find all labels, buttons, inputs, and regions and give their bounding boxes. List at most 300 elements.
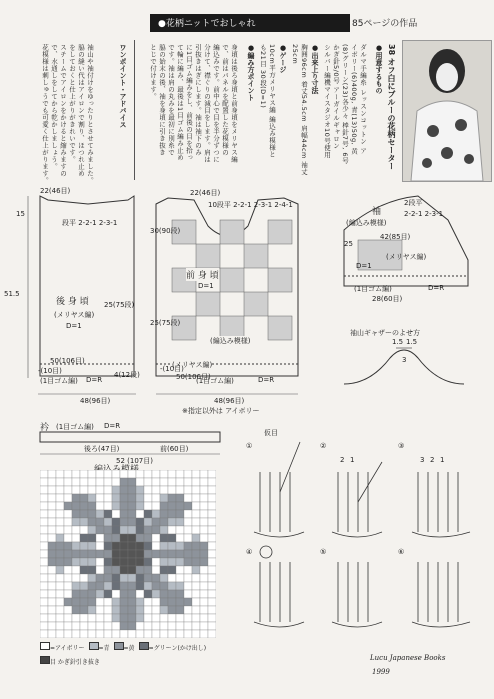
chart-cell	[136, 582, 144, 590]
chart-cell	[168, 526, 176, 534]
method-line: 身頃は後ろ身頃と前身頃をメリヤス編	[230, 44, 238, 163]
chart-cell	[176, 502, 184, 510]
chart-cell	[144, 518, 152, 526]
chart-cell	[128, 470, 136, 478]
chart-cell	[40, 502, 48, 510]
chart-cell	[200, 614, 208, 622]
chart-cell	[192, 558, 200, 566]
chart-cell	[160, 606, 168, 614]
yarn-line: ダルマ手編糸 レッスンコットン ア	[359, 44, 367, 155]
chart-cell	[112, 542, 120, 550]
chart-cell	[72, 502, 80, 510]
chart-cell	[64, 622, 72, 630]
yarn-line: (8)グリーン(23)各少々 棒針7号, 6号	[341, 44, 349, 165]
chart-cell	[136, 478, 144, 486]
chart-cell	[192, 526, 200, 534]
chart-cell	[128, 542, 136, 550]
chart-cell	[104, 622, 112, 630]
chart-cell	[136, 566, 144, 574]
step-illustrations	[240, 432, 490, 642]
front-shoulder-decrease: 10段平 2-2-1 2-3-1 2-4-1	[208, 201, 293, 209]
chart-cell	[104, 502, 112, 510]
chart-cell	[144, 510, 152, 518]
chart-cell	[184, 542, 192, 550]
chart-cell	[136, 542, 144, 550]
chart-cell	[176, 574, 184, 582]
chart-cell	[40, 542, 48, 550]
chart-cell	[176, 630, 184, 638]
chart-cell	[168, 630, 176, 638]
chart-cell	[48, 542, 56, 550]
chart-cell	[104, 582, 112, 590]
chart-cell	[152, 598, 160, 606]
chart-cell	[128, 630, 136, 638]
chart-cell	[120, 550, 128, 558]
chart-cell	[80, 518, 88, 526]
chart-cell	[176, 582, 184, 590]
front-gauge-note: D=1	[198, 282, 214, 290]
chart-cell	[120, 566, 128, 574]
chart-cell	[80, 478, 88, 486]
chart-cell	[152, 542, 160, 550]
chart-cell	[96, 558, 104, 566]
pattern-grid	[40, 470, 216, 638]
chart-cell	[112, 630, 120, 638]
series-header-bar	[150, 14, 350, 32]
chart-cell	[192, 630, 200, 638]
chart-cell	[200, 486, 208, 494]
chart-cell	[152, 470, 160, 478]
chart-cell	[152, 566, 160, 574]
chart-cell	[136, 486, 144, 494]
front-total-width: 48(96目)	[214, 397, 245, 405]
chart-cell	[104, 550, 112, 558]
chart-cell	[176, 598, 184, 606]
chart-cell	[200, 582, 208, 590]
chart-cell	[136, 622, 144, 630]
chart-cell	[184, 630, 192, 638]
chart-cell	[128, 622, 136, 630]
method-line: に1目ゴム編みをし、前後の目を拾っ	[185, 44, 193, 161]
chart-cell	[208, 478, 216, 486]
chart-cell	[56, 622, 64, 630]
chart-cell	[160, 470, 168, 478]
chart-cell	[192, 606, 200, 614]
yarn-line: イボリー(6)400g, 青(13)50g, 黄	[350, 44, 358, 155]
chart-cell	[208, 590, 216, 598]
chart-cell	[40, 558, 48, 566]
chart-cell	[128, 606, 136, 614]
chart-cell	[168, 542, 176, 550]
hook-title: 仮目	[264, 429, 278, 437]
chart-cell	[96, 630, 104, 638]
chart-cell	[208, 606, 216, 614]
chart-cell	[56, 502, 64, 510]
method-line: 分けて、襟ぐりの減目をします。肩は	[203, 44, 211, 163]
back-rib-dim: 4(12段)	[114, 371, 140, 379]
onepoint-line: 袖山や袖付けをゆったりとさせてみました。	[86, 44, 94, 184]
chart-cell	[72, 518, 80, 526]
chart-cell	[104, 574, 112, 582]
chart-cell	[208, 494, 216, 502]
chart-cell	[88, 558, 96, 566]
chart-cell	[64, 502, 72, 510]
chart-cell	[40, 606, 48, 614]
model-photo	[402, 40, 492, 182]
step-label-2: ②	[320, 442, 327, 450]
chart-cell	[72, 622, 80, 630]
chart-cell	[184, 470, 192, 478]
sleeve-width: 42(85目)	[380, 233, 411, 241]
chart-cell	[88, 550, 96, 558]
chart-cell	[152, 534, 160, 542]
chart-cell	[192, 614, 200, 622]
chart-cell	[200, 558, 208, 566]
chart-cell	[64, 566, 72, 574]
chart-cell	[200, 518, 208, 526]
chart-cell	[40, 566, 48, 574]
chart-cell	[96, 518, 104, 526]
chart-cell	[184, 518, 192, 526]
chart-cell	[104, 510, 112, 518]
chart-cell	[64, 598, 72, 606]
chart-cell	[184, 614, 192, 622]
chart-cell	[64, 518, 72, 526]
collar-total: 52 (107目)	[116, 457, 153, 465]
chart-cell	[176, 558, 184, 566]
step-label-1: ①	[246, 442, 253, 450]
chart-cell	[48, 518, 56, 526]
chart-cell	[200, 542, 208, 550]
chart-cell	[176, 622, 184, 630]
chart-cell	[96, 550, 104, 558]
chart-cell	[88, 598, 96, 606]
chart-cell	[112, 534, 120, 542]
front-stitch: (メリヤス編)	[172, 361, 213, 369]
size-line: 25cm	[291, 44, 299, 65]
chart-cell	[48, 550, 56, 558]
chart-cell	[88, 518, 96, 526]
chart-cell	[144, 574, 152, 582]
chart-cell	[72, 614, 80, 622]
chart-cell	[88, 502, 96, 510]
chart-cell	[48, 622, 56, 630]
chart-cell	[184, 486, 192, 494]
chart-cell	[48, 630, 56, 638]
chart-cell	[136, 510, 144, 518]
chart-cell	[80, 550, 88, 558]
step-label-4: ④	[246, 548, 253, 556]
chart-cell	[80, 590, 88, 598]
chart-cell	[104, 606, 112, 614]
chart-cell	[72, 510, 80, 518]
chart-cell	[192, 582, 200, 590]
step-number: 1	[350, 456, 355, 464]
chart-cell	[56, 598, 64, 606]
chart-cell	[176, 550, 184, 558]
chart-cell	[112, 486, 120, 494]
chart-cell	[160, 582, 168, 590]
chart-cell	[48, 590, 56, 598]
chart-cell	[64, 574, 72, 582]
chart-cell	[56, 510, 64, 518]
legend-item-green: =グリーン(かけ出し)	[139, 642, 207, 652]
onepoint-line: スチームでアイロンをかけると縮みますの	[59, 44, 67, 177]
chart-cell	[80, 582, 88, 590]
chart-cell	[128, 598, 136, 606]
chart-cell	[112, 614, 120, 622]
method-line: て輪に編み、最後は1目ゴム編み止め	[176, 44, 184, 161]
chart-cell	[72, 534, 80, 542]
chart-cell	[168, 590, 176, 598]
chart-cell	[176, 478, 184, 486]
chart-cell	[96, 510, 104, 518]
chart-cell	[48, 566, 56, 574]
chart-cell	[176, 470, 184, 478]
chart-cell	[40, 590, 48, 598]
chart-cell	[80, 622, 88, 630]
chart-cell	[168, 550, 176, 558]
chart-cell	[88, 526, 96, 534]
chart-cell	[184, 534, 192, 542]
chart-cell	[160, 510, 168, 518]
front-body-title: 前 身 頃	[186, 268, 219, 281]
chart-cell	[168, 622, 176, 630]
back-rib: (1目ゴム編)	[40, 377, 78, 385]
step-number: 2	[340, 456, 345, 464]
chart-cell	[168, 574, 176, 582]
chart-cell	[184, 574, 192, 582]
collar-stitch: (1目ゴム編)	[56, 423, 94, 431]
chart-cell	[88, 510, 96, 518]
front-pattern-label: (編込み模様)	[210, 337, 251, 345]
chart-cell	[72, 582, 80, 590]
chart-cell	[144, 630, 152, 638]
chart-cell	[120, 486, 128, 494]
chart-cell	[136, 502, 144, 510]
chart-cell	[104, 614, 112, 622]
chart-cell	[128, 526, 136, 534]
chart-cell	[128, 550, 136, 558]
chart-cell	[160, 574, 168, 582]
chart-cell	[80, 542, 88, 550]
chart-cell	[144, 486, 152, 494]
chart-cell	[128, 558, 136, 566]
chart-cell	[120, 534, 128, 542]
chart-cell	[80, 534, 88, 542]
step-number: 1	[440, 456, 445, 464]
chart-cell	[96, 486, 104, 494]
chart-cell	[48, 534, 56, 542]
chart-cell	[160, 542, 168, 550]
legend-item-blue: =青	[89, 642, 110, 652]
chart-cell	[144, 526, 152, 534]
chart-cell	[208, 510, 216, 518]
chart-cell	[40, 574, 48, 582]
chart-cell	[120, 542, 128, 550]
chart-cell	[160, 526, 168, 534]
chart-cell	[72, 574, 80, 582]
chart-cell	[40, 486, 48, 494]
chart-cell	[96, 494, 104, 502]
chart-cell	[80, 630, 88, 638]
sleeve-cap-n3: 3	[402, 356, 407, 364]
step-label-6: ⑥	[398, 548, 405, 556]
chart-cell	[88, 534, 96, 542]
chart-cell	[48, 598, 56, 606]
back-length-dim: 51.5	[4, 290, 20, 298]
sleeve-top: 2段平	[404, 199, 423, 207]
chart-cell	[152, 574, 160, 582]
chart-cell	[48, 574, 56, 582]
collar-back: 後ろ(47目)	[84, 445, 120, 453]
sleeve-cap-decrease: 2-2-1 2-3-1	[404, 210, 444, 218]
chart-cell	[104, 566, 112, 574]
article-title: 38 オフ白にブルーの花柄セーター	[387, 44, 396, 170]
method-line: 引抜きはぎにします。袖は袖下のみ	[194, 44, 202, 156]
chart-cell	[152, 518, 160, 526]
chart-cell	[96, 590, 104, 598]
chart-cell	[80, 558, 88, 566]
chart-cell	[208, 486, 216, 494]
chart-cell	[152, 478, 160, 486]
chart-cell	[200, 526, 208, 534]
chart-cell	[152, 494, 160, 502]
chart-cell	[112, 574, 120, 582]
chart-cell	[104, 486, 112, 494]
front-rib: (1目ゴム編)	[196, 377, 234, 385]
chart-cell	[168, 606, 176, 614]
method-line: 脇の始末の後、袖を身頃に引き抜き	[158, 44, 166, 156]
method-line: で、前はパネルを配置した花模様の	[221, 44, 229, 156]
chart-cell	[160, 614, 168, 622]
chart-cell	[56, 494, 64, 502]
chart-cell	[112, 550, 120, 558]
chart-cell	[80, 598, 88, 606]
chart-cell	[184, 582, 192, 590]
chart-cell	[136, 518, 144, 526]
chart-cell	[192, 566, 200, 574]
sleeve-bottom: 28(60目)	[372, 295, 403, 303]
chart-cell	[120, 502, 128, 510]
chart-cell	[120, 518, 128, 526]
gauge-line: も21目 30段(D=1)	[259, 44, 267, 109]
onepoint-line: で、水通しをしてから乾かしましょう。	[50, 44, 58, 170]
chart-cell	[112, 478, 120, 486]
chart-cell	[80, 614, 88, 622]
chart-cell	[112, 470, 120, 478]
chart-cell	[200, 566, 208, 574]
back-stitch: (メリヤス編)	[54, 311, 95, 319]
chart-cell	[184, 550, 192, 558]
chart-cell	[152, 630, 160, 638]
chart-cell	[176, 518, 184, 526]
chart-cell	[72, 558, 80, 566]
chart-cell	[48, 502, 56, 510]
chart-cell	[88, 630, 96, 638]
chart-cell	[72, 526, 80, 534]
chart-cell	[112, 606, 120, 614]
back-shoulder-decrease: 段平 2-2-1 2-3-1	[62, 219, 118, 227]
chart-cell	[104, 534, 112, 542]
chart-cell	[40, 518, 48, 526]
chart-cell	[192, 574, 200, 582]
chart-cell	[200, 510, 208, 518]
chart-cell	[104, 478, 112, 486]
chart-cell	[128, 510, 136, 518]
chart-cell	[64, 478, 72, 486]
chart-cell	[64, 486, 72, 494]
chart-cell	[208, 582, 216, 590]
chart-cell	[176, 486, 184, 494]
step-label-3: ③	[398, 442, 405, 450]
chart-cell	[176, 534, 184, 542]
chart-cell	[120, 558, 128, 566]
chart-cell	[192, 598, 200, 606]
sleeve-cap-title: 袖山ギャザーのよせ方	[350, 329, 420, 337]
chart-cell	[200, 574, 208, 582]
chart-cell	[120, 630, 128, 638]
chart-cell	[56, 534, 64, 542]
chart-cell	[192, 502, 200, 510]
chart-cell	[136, 598, 144, 606]
chart-cell	[208, 614, 216, 622]
onepoint-line: 花模様は刺しゅうでも可愛く仕上がります。	[41, 44, 49, 184]
chart-cell	[168, 534, 176, 542]
chart-cell	[72, 486, 80, 494]
chart-cell	[152, 486, 160, 494]
chart-cell	[192, 494, 200, 502]
chart-cell	[168, 478, 176, 486]
credit-year: 1999	[372, 668, 390, 676]
chart-cell	[80, 606, 88, 614]
back-side-dim: 25(75段)	[104, 301, 135, 309]
chart-cell	[192, 518, 200, 526]
chart-cell	[200, 598, 208, 606]
chart-cell	[88, 590, 96, 598]
chart-cell	[208, 518, 216, 526]
chart-cell	[128, 478, 136, 486]
chart-cell	[80, 566, 88, 574]
chart-cell	[88, 566, 96, 574]
chart-cell	[64, 510, 72, 518]
chart-cell	[80, 486, 88, 494]
chart-cell	[160, 630, 168, 638]
size-line: 胸囲96cm 着丈54.5cm 肩幅44cm 袖丈	[300, 44, 308, 176]
chart-cell	[136, 606, 144, 614]
chart-cell	[192, 590, 200, 598]
chart-cell	[128, 494, 136, 502]
chart-cell	[168, 510, 176, 518]
back-corner-dim: 15	[16, 210, 25, 218]
chart-cell	[152, 582, 160, 590]
chart-cell	[72, 590, 80, 598]
chart-cell	[128, 486, 136, 494]
chart-cell	[104, 518, 112, 526]
chart-cell	[96, 478, 104, 486]
chart-cell	[200, 494, 208, 502]
chart-cell	[112, 622, 120, 630]
chart-cell	[56, 486, 64, 494]
chart-cell	[40, 510, 48, 518]
column-divider	[134, 40, 135, 180]
collar-front: 前(60目)	[160, 445, 189, 453]
chart-cell	[64, 534, 72, 542]
chart-cell	[96, 598, 104, 606]
chart-cell	[56, 582, 64, 590]
onepoint-heading: ワンポイント・アドバイス	[119, 44, 127, 128]
chart-cell	[128, 534, 136, 542]
